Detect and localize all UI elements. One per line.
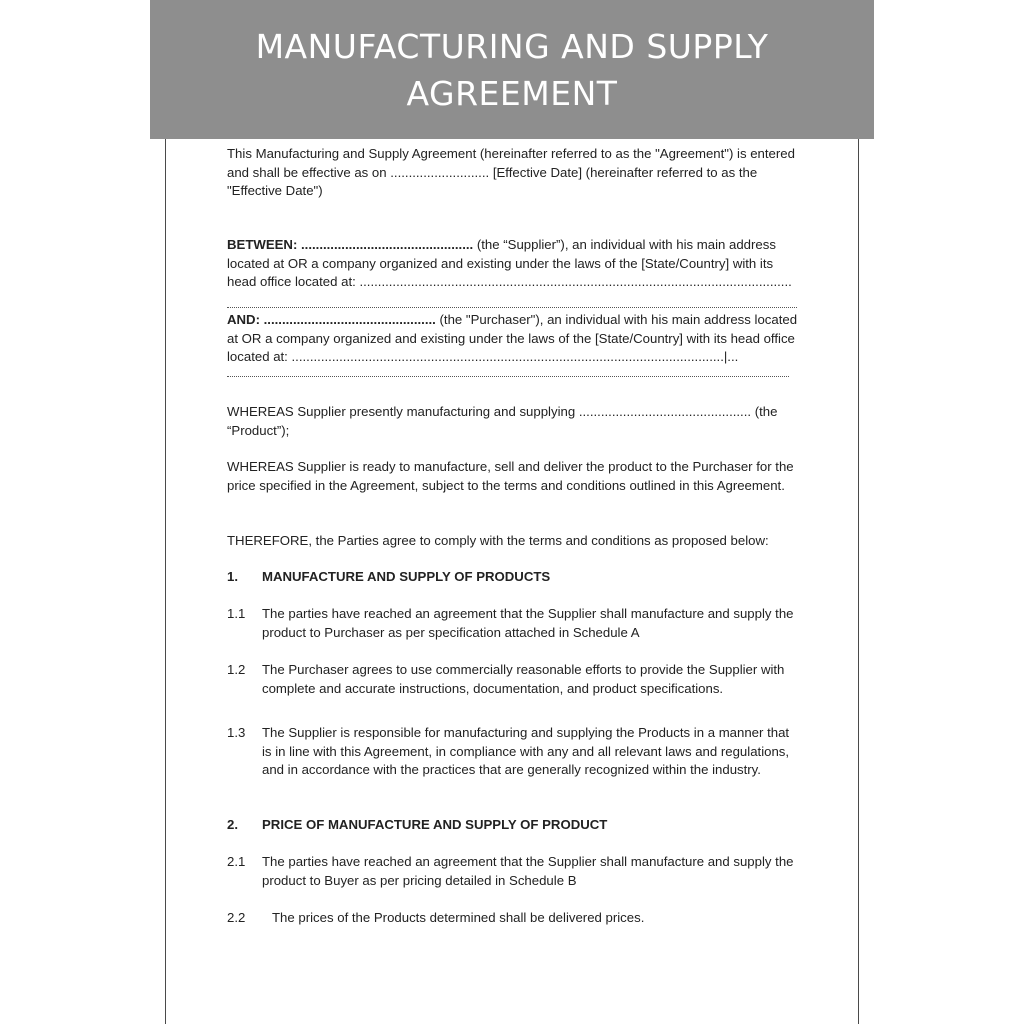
and-paragraph [227,311,799,367]
intro-paragraph: This Manufacturing and Supply Agreement (hereinafter referred to as the "Agreement") is entered and shall be effective as on ........................... [Effective Date] (hereinafter referred to as the "Effective Date") [227,146,795,199]
clause-2-2 [227,909,799,928]
between-text: (the “Supplier”), an individual with his main address located at OR a company organized and existing under the laws of the [State/Country] with its head office located at: ...................................................................................................................... [227,237,792,290]
clause-number: 2.1 [227,854,246,869]
clause-text: The Purchaser agrees to use commercially reasonable efforts to provide the Supplier with complete and accurate instructions, documentation, and product specifications. [262,662,785,696]
clause-text: The parties have reached an agreement that the Supplier shall manufacture and supply the product to Buyer as per pricing detailed in Schedule B [262,854,794,888]
between-paragraph [227,236,799,292]
clause-1-1 [227,605,799,642]
whereas-product-paragraph: WHEREAS Supplier presently manufacturing and supplying ............................................... (the “Product”); [227,404,778,438]
clause-text: The prices of the Products determined shall be delivered prices. [272,910,645,925]
clause-number: 2.2 [227,910,246,925]
clause-2-1 [227,853,799,890]
section-1-heading [227,568,799,587]
clause-text: The parties have reached an agreement that the Supplier shall manufacture and supply the product to Purchaser as per specification attached in Schedule A [262,606,794,640]
banner-title-line-1: MANUFACTURING AND SUPPLY [255,26,769,66]
therefore-paragraph: THEREFORE, the Parties agree to comply with the terms and conditions as proposed below: [227,533,769,548]
section-2-heading [227,816,799,835]
section-2-title: PRICE OF MANUFACTURE AND SUPPLY OF PRODUCT [262,817,608,832]
section-2-number: 2. [227,817,238,832]
and-address-dotted-line [227,367,789,377]
and-text: (the "Purchaser"), an individual with his main address located at OR a company organized and existing under the laws of the [State/Country] with its head office located at: ......................................................................................................................|... [227,312,798,365]
clause-number: 1.2 [227,662,246,677]
clause-text: The Supplier is responsible for manufacturing and supplying the Products in a manner that is in line with this Agreement, in compliance with any and all relevant laws and regulations, and in accordance with the practices that are generally recognized within the industry. [262,725,790,778]
clause-1-3 [227,724,799,780]
between-address-dotted-line [227,296,797,308]
section-1-number: 1. [227,569,238,584]
clause-number: 1.1 [227,606,246,621]
title-banner [150,0,874,139]
between-lead: BETWEEN: ............................................... [227,237,474,252]
section-1-title: MANUFACTURE AND SUPPLY OF PRODUCTS [262,569,551,584]
whereas-ready-paragraph: WHEREAS Supplier is ready to manufacture, sell and deliver the product to the Purchaser for the price specified in the Agreement, subject to the terms and conditions outlined in this Agreement. [227,459,794,493]
clause-1-2 [227,661,799,698]
and-lead: AND: ............................................... [227,312,436,327]
banner-title-line-2: AGREEMENT [406,73,618,113]
clause-number: 1.3 [227,725,246,740]
